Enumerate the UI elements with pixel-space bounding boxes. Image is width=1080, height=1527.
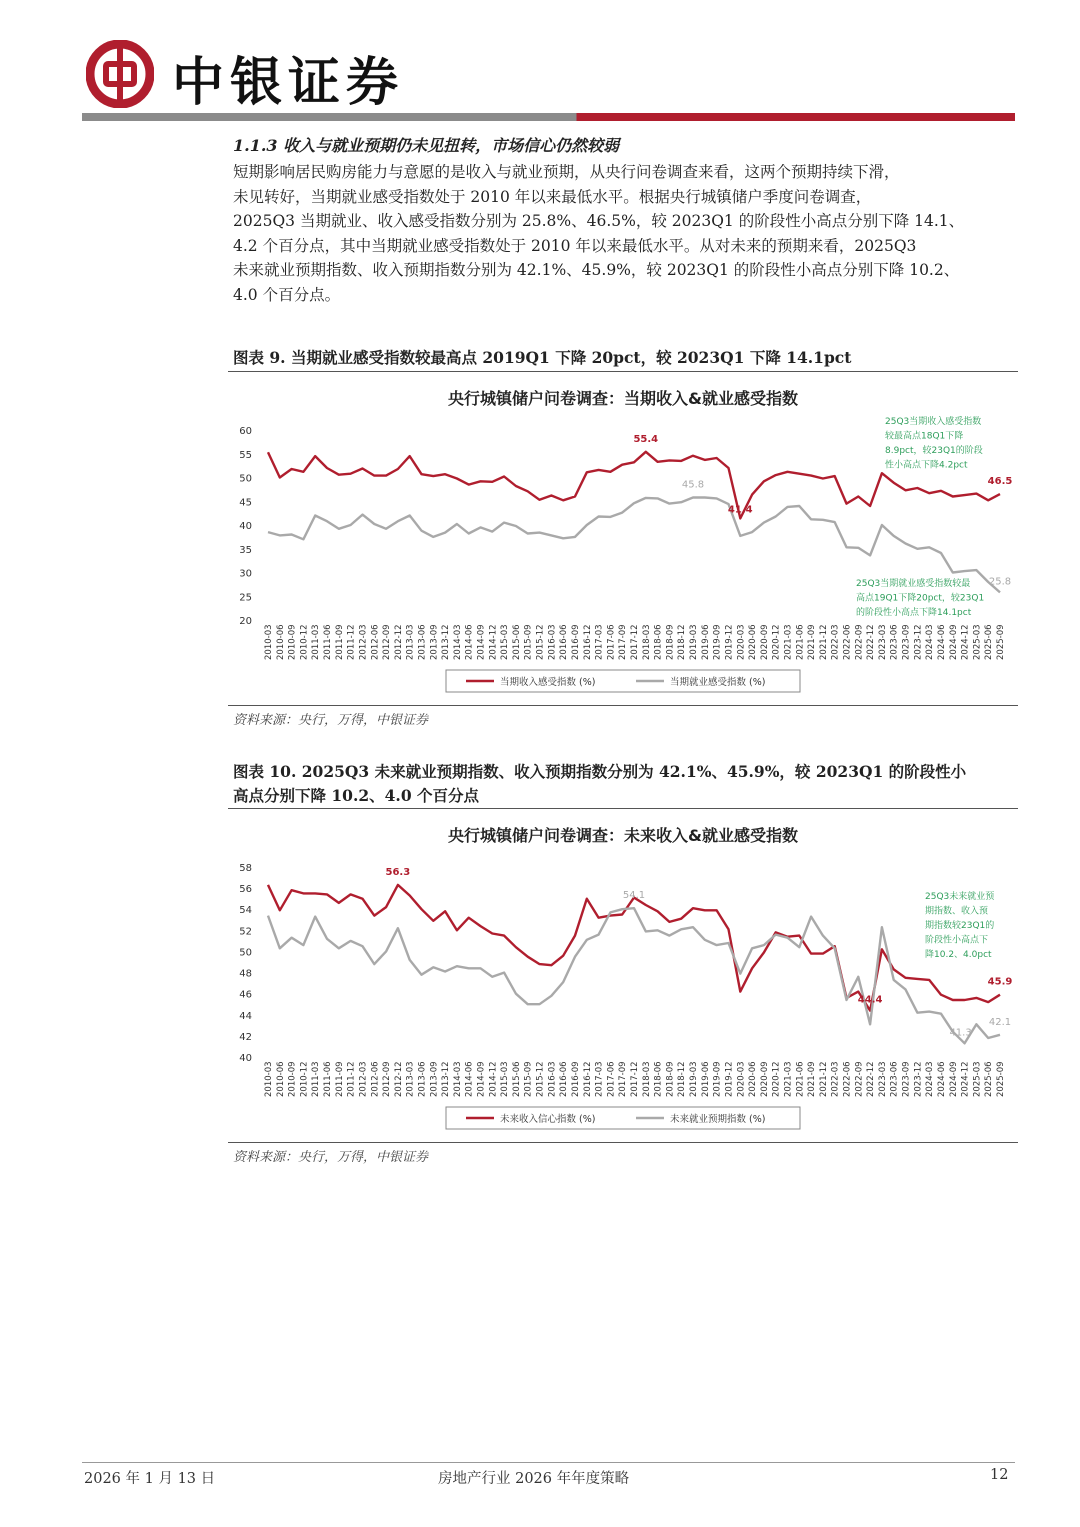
x-tick-label: 2020-06: [748, 624, 759, 660]
x-tick-label: 2024-06: [936, 1061, 947, 1097]
x-tick-label: 2012-06: [370, 1061, 381, 1097]
x-tick-label: 2019-12: [724, 624, 735, 660]
y-tick-label: 50: [239, 947, 252, 959]
x-tick-label: 2013-03: [405, 1061, 416, 1097]
x-tick-label: 2022-12: [866, 1061, 877, 1097]
x-tick-label: 2023-06: [889, 624, 900, 660]
annotation-text: 25Q3当期收入感受指数: [885, 417, 982, 427]
data-label: 42.1: [988, 1016, 1012, 1028]
x-tick-label: 2021-09: [807, 1061, 818, 1097]
x-tick-label: 2012-06: [370, 624, 381, 660]
y-tick-label: 25: [239, 592, 252, 604]
x-tick-label: 2024-09: [948, 1061, 959, 1097]
x-tick-label: 2020-09: [759, 1061, 770, 1097]
x-tick-label: 2013-03: [405, 624, 416, 660]
data-label: 54.1: [622, 890, 646, 902]
x-tick-label: 2013-06: [417, 1061, 428, 1097]
x-tick-label: 2021-06: [795, 624, 806, 660]
annotation-text: 25Q3未来就业预: [925, 892, 995, 902]
x-tick-label: 2011-06: [323, 1061, 334, 1097]
x-tick-label: 2025-06: [984, 624, 995, 660]
x-tick-label: 2015-03: [500, 1061, 511, 1097]
series-line-income: [268, 885, 1000, 1011]
legend-label: 当期就业感受指数 (%): [670, 677, 766, 688]
x-tick-label: 2022-06: [842, 624, 853, 660]
x-tick-label: 2016-03: [547, 624, 558, 660]
x-tick-label: 2013-12: [441, 624, 452, 660]
y-tick-label: 50: [239, 473, 252, 485]
footer-report-title: 房地产行业 2026 年年度策略: [438, 1471, 630, 1487]
paragraph-line: 短期影响居民购房能力与意愿的是收入与就业预期，从央行问卷调查来看，这两个预期持续下滑，: [233, 163, 900, 181]
paragraph-line: 4.2 个百分点，其中当期就业感受指数处于 2010 年以来最低水平。从对未来的预期来看，2025Q3: [233, 236, 917, 255]
body-paragraph: [233, 160, 1028, 307]
x-tick-label: 2015-03: [500, 624, 511, 660]
y-tick-label: 60: [239, 426, 252, 437]
annotation-text: 的阶段性小高点下降14.1pct: [856, 608, 972, 618]
x-tick-label: 2012-09: [382, 624, 393, 660]
footer-page-number: 12: [990, 1467, 1009, 1483]
x-tick-label: 2024-03: [925, 624, 936, 660]
annotation-text: 期指数、收入预: [925, 906, 989, 917]
x-tick-label: 2016-03: [547, 1061, 558, 1097]
y-tick-label: 55: [239, 449, 252, 461]
figure-9-caption: 图表 9. 当期就业感受指数较最高点 2019Q1 下降 20pct，较 2023Q1 下降 14.1pct: [233, 348, 852, 367]
paragraph-line: 未见转好，当期就业感受指数处于 2010 年以来最低水平。根据央行城镇储户季度问卷调查，: [233, 187, 872, 206]
y-tick-label: 58: [239, 863, 252, 874]
caption-line: 高点分别下降 10.2、4.0 个百分点: [233, 786, 480, 805]
x-tick-label: 2025-03: [972, 624, 983, 660]
figure-10-top-rule: [228, 808, 1018, 809]
x-tick-label: 2020-03: [736, 624, 747, 660]
figure-10-chart: [228, 813, 1018, 1138]
data-label: 41.4: [727, 504, 753, 516]
x-tick-label: 2012-03: [358, 1061, 369, 1097]
x-tick-label: 2012-09: [382, 1061, 393, 1097]
x-tick-label: 2024-12: [960, 1061, 971, 1097]
x-tick-label: 2013-09: [429, 1061, 440, 1097]
x-tick-label: 2010-09: [287, 1061, 298, 1097]
x-tick-label: 2010-12: [299, 624, 310, 660]
x-tick-label: 2016-06: [559, 624, 570, 660]
annotation-text: 降10.2、4.0pct: [925, 950, 992, 960]
x-tick-label: 2013-09: [429, 624, 440, 660]
legend-label: 当期收入感受指数 (%): [500, 677, 596, 688]
x-tick-label: 2010-06: [275, 1061, 286, 1097]
x-tick-label: 2015-06: [511, 624, 522, 660]
section-title: 1.1.3 收入与就业预期仍未见扭转，市场信心仍然较弱: [233, 136, 620, 155]
figure-9-top-rule: [228, 371, 1018, 372]
x-tick-label: 2011-09: [334, 624, 345, 660]
x-tick-label: 2013-12: [441, 1061, 452, 1097]
y-tick-label: 40: [239, 1053, 252, 1064]
series-line-employment: [268, 908, 1000, 1043]
x-tick-label: 2017-03: [594, 624, 605, 660]
x-tick-label: 2017-12: [630, 624, 640, 660]
x-tick-label: 2022-03: [830, 1061, 841, 1097]
x-tick-label: 2019-06: [700, 1061, 711, 1097]
x-tick-label: 2014-03: [452, 624, 463, 660]
x-tick-label: 2017-09: [618, 1061, 629, 1097]
x-tick-label: 2018-09: [665, 1061, 676, 1097]
y-tick-label: 54: [239, 905, 252, 917]
x-tick-label: 2017-03: [594, 1061, 605, 1097]
x-tick-label: 2017-09: [618, 624, 629, 660]
paragraph-line: 2025Q3 当期就业、收入感受指数分别为 25.8%、46.5%，较 2023Q1 的阶段性小高点分别下降 14.1、: [233, 212, 965, 230]
x-tick-label: 2015-12: [535, 624, 546, 660]
x-tick-label: 2022-09: [854, 624, 865, 660]
x-tick-label: 2010-03: [264, 624, 274, 660]
y-tick-label: 42: [239, 1031, 252, 1043]
x-tick-label: 2012-12: [393, 1061, 404, 1097]
data-label: 55.4: [633, 433, 659, 445]
x-tick-label: 2021-09: [807, 624, 818, 660]
x-tick-label: 2022-06: [842, 1061, 853, 1097]
annotation-text: 期指数较23Q1的: [925, 921, 995, 931]
x-tick-label: 2018-06: [653, 624, 664, 660]
x-tick-label: 2015-06: [511, 1061, 522, 1097]
x-tick-label: 2021-03: [783, 624, 794, 660]
x-tick-label: 2021-12: [818, 624, 829, 660]
data-label: 41.3: [949, 1027, 972, 1039]
header-rule: [82, 113, 1015, 121]
x-tick-label: 2025-03: [972, 1061, 983, 1097]
y-tick-label: 46: [239, 989, 252, 1001]
x-tick-label: 2014-06: [464, 1061, 475, 1097]
x-tick-label: 2012-12: [393, 624, 404, 660]
y-tick-label: 40: [239, 521, 252, 532]
annotation-text: 性小高点下降4.2pct: [885, 460, 968, 471]
x-tick-label: 2014-09: [476, 1061, 487, 1097]
y-tick-label: 35: [239, 544, 252, 556]
x-tick-label: 2019-03: [689, 624, 700, 660]
x-tick-label: 2020-09: [759, 624, 770, 660]
bank-of-china-logo-icon: [86, 40, 154, 108]
x-tick-label: 2023-03: [877, 1061, 888, 1097]
x-tick-label: 2025-09: [996, 1061, 1006, 1097]
x-tick-label: 2022-09: [854, 1061, 865, 1097]
x-tick-label: 2015-12: [535, 1061, 546, 1097]
x-tick-label: 2024-03: [925, 1061, 936, 1097]
footer-rule: [82, 1462, 1015, 1463]
x-tick-label: 2014-12: [488, 1061, 499, 1097]
x-tick-label: 2021-12: [818, 1061, 829, 1097]
x-tick-label: 2019-12: [724, 1061, 735, 1097]
x-tick-label: 2015-09: [523, 1061, 534, 1097]
y-tick-label: 52: [239, 926, 252, 938]
x-tick-label: 2018-12: [677, 624, 688, 660]
paragraph-line: 4.0 个百分点。: [233, 285, 341, 304]
brand-logo: [86, 40, 154, 108]
x-tick-label: 2023-12: [913, 624, 924, 660]
x-tick-label: 2020-12: [771, 1061, 782, 1097]
x-tick-label: 2011-03: [311, 624, 322, 660]
x-tick-label: 2023-06: [889, 1061, 900, 1097]
y-tick-label: 56: [239, 884, 252, 896]
x-tick-label: 2018-03: [641, 1061, 652, 1097]
x-tick-label: 2023-12: [913, 1061, 924, 1097]
x-tick-label: 2010-03: [264, 1061, 274, 1097]
x-tick-label: 2024-09: [948, 624, 959, 660]
x-tick-label: 2011-12: [346, 1061, 357, 1097]
x-tick-label: 2016-09: [570, 624, 581, 660]
x-tick-label: 2022-12: [866, 624, 877, 660]
x-tick-label: 2019-09: [712, 624, 723, 660]
x-tick-label: 2013-06: [417, 624, 428, 660]
x-tick-label: 2019-03: [689, 1061, 700, 1097]
x-tick-label: 2010-06: [275, 624, 286, 660]
x-tick-label: 2019-09: [712, 1061, 723, 1097]
data-label: 45.8: [681, 479, 705, 491]
figure-9-bottom-rule: [228, 705, 1018, 706]
data-label: 25.8: [988, 576, 1012, 588]
x-tick-label: 2023-03: [877, 624, 888, 660]
x-tick-label: 2016-06: [559, 1061, 570, 1097]
x-tick-label: 2016-12: [582, 1061, 593, 1097]
chart-2-svg: [228, 813, 1018, 1138]
annotation-text: 阶段性小高点下: [925, 935, 989, 946]
legend-label: 未来就业预期指数 (%): [670, 1114, 766, 1125]
x-tick-label: 2020-06: [748, 1061, 759, 1097]
y-tick-label: 48: [239, 968, 252, 980]
legend-label: 未来收入信心指数 (%): [500, 1114, 596, 1125]
data-label: 44.4: [857, 994, 883, 1006]
x-tick-label: 2011-09: [334, 1061, 345, 1097]
x-tick-label: 2012-03: [358, 624, 369, 660]
x-tick-label: 2021-03: [783, 1061, 794, 1097]
figure-10-source: 资料来源：央行，万得，中银证券: [233, 1150, 429, 1165]
x-tick-label: 2020-03: [736, 1061, 747, 1097]
y-tick-label: 45: [239, 497, 252, 509]
x-tick-label: 2024-06: [936, 624, 947, 660]
x-tick-label: 2010-12: [299, 1061, 310, 1097]
x-tick-label: 2018-09: [665, 624, 676, 660]
x-tick-label: 2018-06: [653, 1061, 664, 1097]
chart-legend: [446, 1107, 800, 1129]
x-tick-label: 2014-03: [452, 1061, 463, 1097]
x-tick-label: 2016-12: [582, 624, 593, 660]
x-tick-label: 2025-09: [996, 624, 1006, 660]
x-tick-label: 2020-12: [771, 624, 782, 660]
y-tick-label: 30: [239, 568, 252, 580]
figure-10-bottom-rule: [228, 1142, 1018, 1143]
annotation-text: 较最高点18Q1下降: [885, 431, 964, 442]
chart-title: 央行城镇储户问卷调查：未来收入&就业感受指数: [448, 826, 798, 845]
caption-line: 图表 10. 2025Q3 未来就业预期指数、收入预期指数分别为 42.1%、45.9%，较 2023Q1 的阶段性小: [233, 762, 967, 781]
data-label: 56.3: [385, 866, 411, 878]
x-tick-label: 2017-12: [630, 1061, 640, 1097]
x-tick-label: 2023-09: [901, 624, 912, 660]
x-tick-label: 2014-12: [488, 624, 499, 660]
y-tick-label: 20: [239, 616, 252, 627]
x-tick-label: 2011-06: [323, 624, 334, 660]
x-tick-label: 2017-06: [606, 1061, 617, 1097]
x-tick-label: 2024-12: [960, 624, 971, 660]
chart-1-svg: [228, 376, 1018, 701]
chart-legend: [446, 670, 800, 692]
x-tick-label: 2018-12: [677, 1061, 688, 1097]
x-tick-label: 2011-12: [346, 624, 357, 660]
data-label: 45.9: [987, 976, 1013, 988]
x-tick-label: 2021-06: [795, 1061, 806, 1097]
annotation-text: 25Q3当期就业感受指数较最: [856, 579, 971, 589]
brand-name: 中银证券: [172, 53, 405, 113]
x-tick-label: 2010-09: [287, 624, 298, 660]
x-tick-label: 2023-09: [901, 1061, 912, 1097]
x-tick-label: 2019-06: [700, 624, 711, 660]
x-tick-label: 2014-06: [464, 624, 475, 660]
footer-date: 2026 年 1 月 13 日: [84, 1471, 216, 1487]
paragraph-line: 未来就业预期指数、收入预期指数分别为 42.1%、45.9%，较 2023Q1 的阶段性小高点分别下降 10.2、: [233, 261, 960, 279]
x-tick-label: 2017-06: [606, 624, 617, 660]
data-label: 46.5: [987, 476, 1013, 488]
figure-9-chart: [228, 376, 1018, 701]
x-tick-label: 2025-06: [984, 1061, 995, 1097]
x-tick-label: 2011-03: [311, 1061, 322, 1097]
figure-10-caption: [233, 760, 1023, 808]
x-tick-label: 2015-09: [523, 624, 534, 660]
x-tick-label: 2016-09: [570, 1061, 581, 1097]
annotation-text: 8.9pct，较23Q1的阶段: [885, 446, 983, 456]
x-tick-label: 2022-03: [830, 624, 841, 660]
x-tick-label: 2018-03: [641, 624, 652, 660]
figure-9-source: 资料来源：央行，万得，中银证券: [233, 713, 429, 728]
y-tick-label: 44: [239, 1010, 252, 1022]
chart-title: 央行城镇储户问卷调查：当期收入&就业感受指数: [448, 389, 798, 408]
annotation-text: 高点19Q1下降20pct，较23Q1: [856, 593, 985, 604]
x-tick-label: 2014-09: [476, 624, 487, 660]
